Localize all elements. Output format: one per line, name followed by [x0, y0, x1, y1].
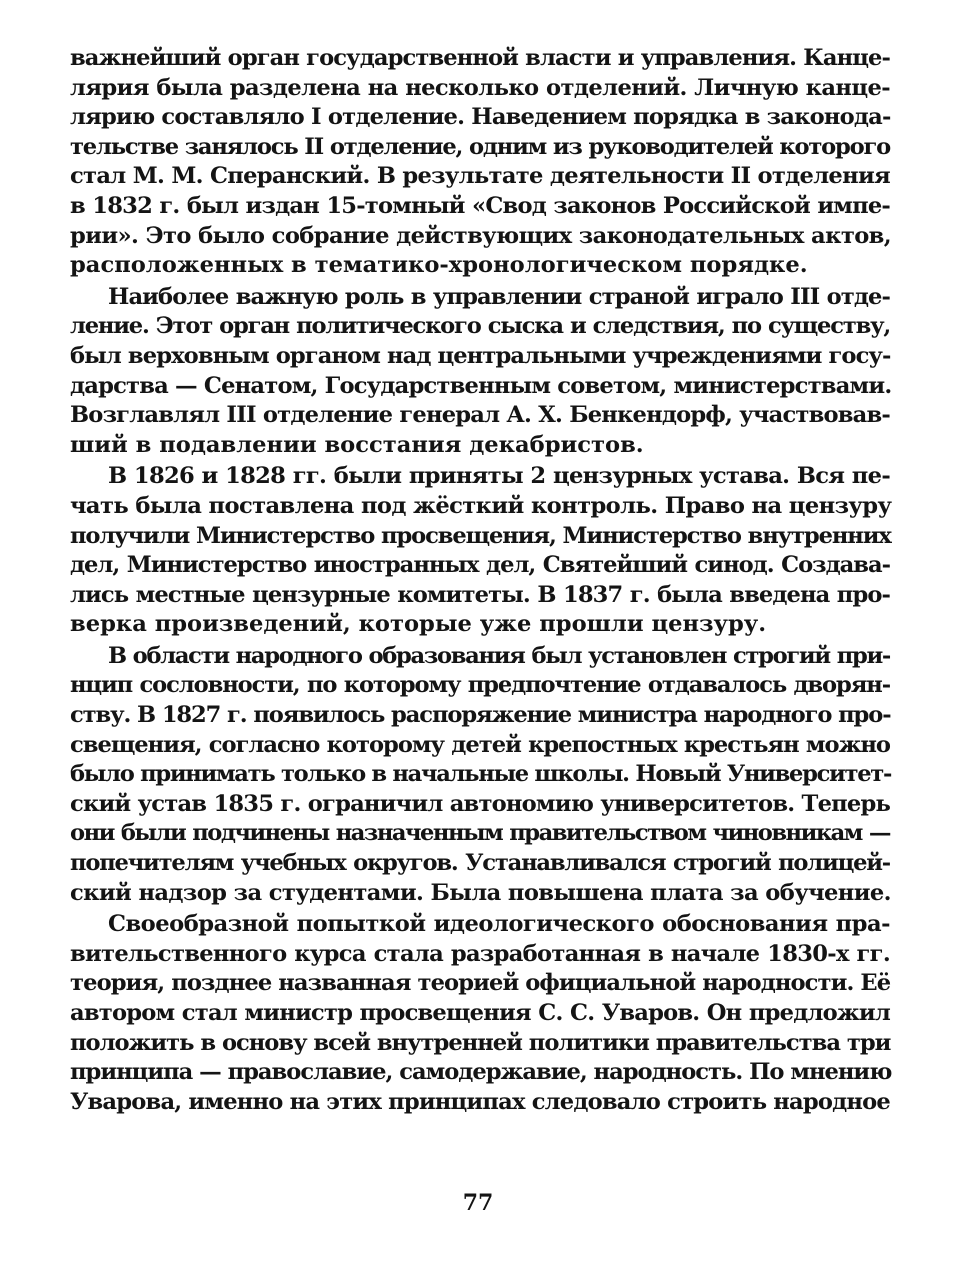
text-line: Своеобразной попыткой идеологического обоснования пра-	[108, 911, 890, 938]
text-line: Возглавлял III отделение генерал А. Х. Бенкендорф, участвовав-	[70, 402, 890, 429]
text-line: лярия была разделена на несколько отделений. Личную канце-	[70, 74, 890, 101]
text-line: ский надзор за студентами. Была повышена плата за обучение.	[70, 879, 891, 906]
text-line: ление. Этот орган политического сыска и следствия, по существу,	[70, 313, 890, 340]
text-line: чать была поставлена под жёсткий контроль. Право на цензуру	[70, 492, 892, 519]
text-line: лись местные цензурные комитеты. В 1837 г. была введена про-	[70, 581, 890, 608]
text-line: вительственного курса стала разработанная в начале 1830-х гг.	[70, 940, 890, 967]
text-line: Наиболее важную роль в управлении страной играло III отде-	[108, 283, 890, 310]
text-line: В области народного образования был установлен строгий при-	[108, 642, 890, 669]
text-line: ский устав 1835 г. ограничил автономию университетов. Теперь	[70, 790, 890, 817]
text-line: лярию составляло I отделение. Наведением порядка в законода-	[70, 104, 891, 131]
text-line: теория, позднее названная теорией официальной народности. Её	[70, 970, 891, 997]
text-line: верка произведений, которые уже прошли цензуру.	[70, 611, 767, 638]
text-line: важнейший орган государственной власти и управления. Канце-	[70, 45, 890, 71]
paragraph	[70, 283, 890, 461]
paragraph	[70, 910, 890, 1117]
text-line: автором стал министр просвещения С. С. Уваров. Он предложил	[70, 1000, 890, 1026]
paragraph	[70, 462, 890, 640]
text-line: ший в подавлении восстания декабристов.	[70, 431, 644, 458]
text-line: Уварова, именно на этих принципах следовало строить народное	[70, 1088, 890, 1115]
body-text	[70, 44, 890, 1117]
text-line: был верховным органом над центральными учреждениями госу-	[70, 342, 891, 369]
paragraph	[70, 642, 890, 908]
text-line: дел, Министерство иностранных дел, Святейший синод. Создава-	[70, 552, 890, 579]
text-line: в 1832 г. был издан 15-томный «Свод законов Российской импе-	[70, 192, 890, 219]
text-line: было принимать только в начальные школы. Новый Университет-	[70, 761, 892, 788]
text-line: получили Министерство просвещения, Министерство внутренних	[70, 522, 891, 549]
text-line: попечителям учебных округов. Устанавливался строгий полицей-	[70, 850, 890, 877]
text-line: тельстве занялось II отделение, одним из руководителей которого	[70, 133, 890, 160]
text-line: дарства — Сенатом, Государственным советом, министерствами.	[70, 372, 892, 399]
text-line: принципа — православие, самодержавие, народность. По мнению	[70, 1059, 892, 1086]
page-number: 77	[462, 1190, 494, 1216]
text-line: ству. В 1827 г. появилось распоряжение министра народного про-	[70, 702, 891, 729]
text-line: свещения, согласно которому детей крепостных крестьян можно	[70, 731, 890, 758]
text-line: нцип сословности, по которому предпочтение отдавалось дворян-	[70, 672, 890, 699]
text-line: В 1826 и 1828 гг. были приняты 2 цензурных устава. Вся пе-	[108, 463, 890, 490]
text-line: положить в основу всей внутренней политики правительства три	[70, 1029, 891, 1056]
text-line: рии». Это было собрание действующих законодательных актов,	[70, 222, 892, 249]
text-line: расположенных в тематико-хронологическом порядке.	[70, 252, 808, 279]
paragraph	[70, 44, 890, 281]
text-line: они были подчинены назначенным правительством чиновникам —	[70, 820, 890, 847]
text-line: стал М. М. Сперанский. В результате деятельности II отделения	[70, 163, 890, 190]
